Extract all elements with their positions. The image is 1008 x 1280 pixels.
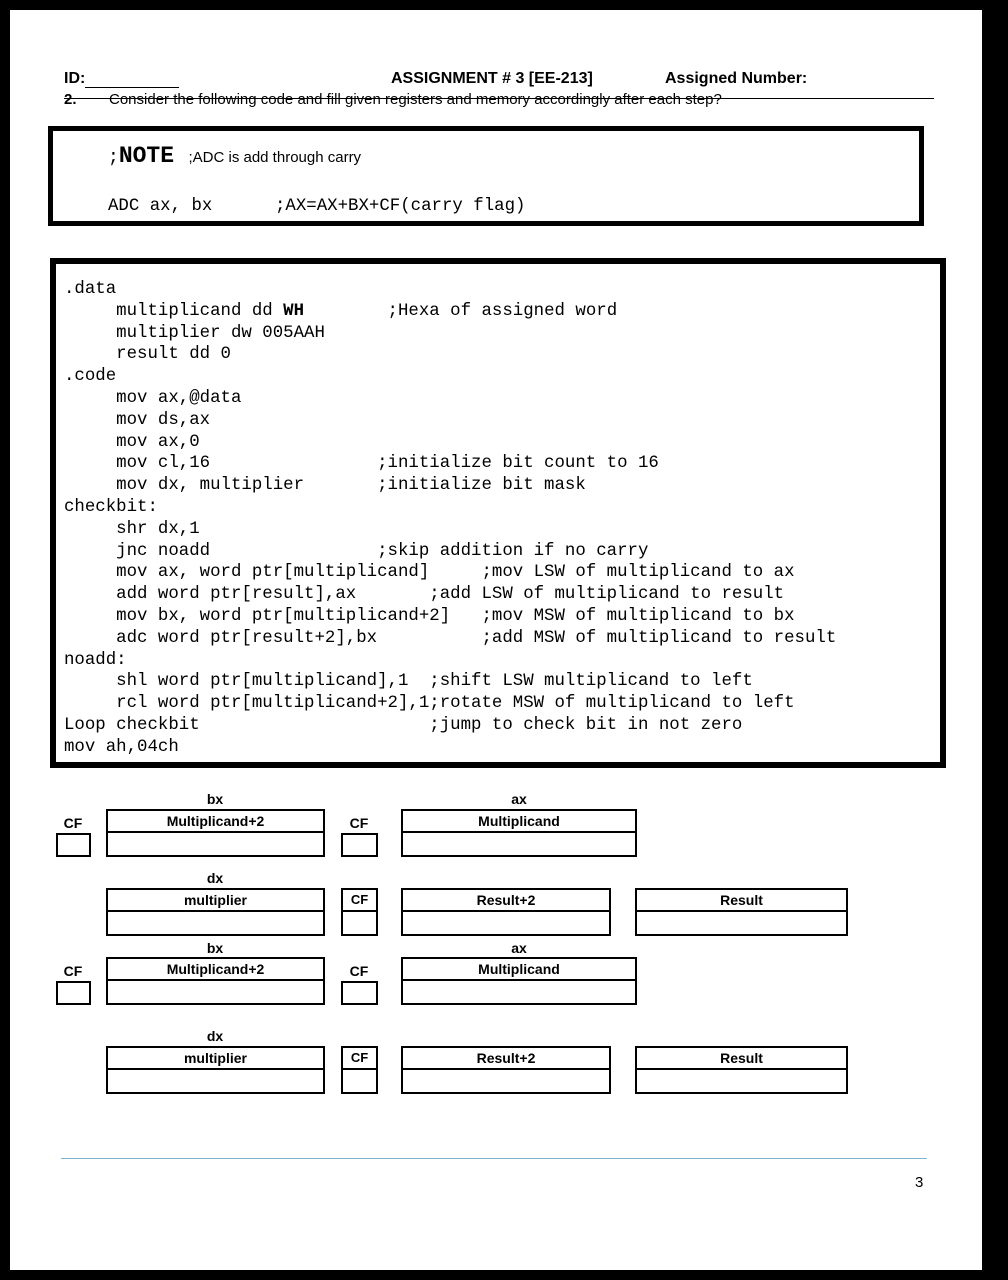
code-line: mov ah,04ch: [64, 737, 179, 757]
multiplicand-register: [401, 957, 637, 1005]
cf-input-box[interactable]: [341, 981, 378, 1005]
code-line: Loop checkbit ;jump to check bit in not zero: [64, 715, 743, 735]
assignment-title: ASSIGNMENT # 3 [EE-213]: [391, 70, 593, 87]
code-line: shl word ptr[multiplicand],1 ;shift LSW multiplicand to left: [64, 672, 753, 692]
code-line: .data: [64, 280, 117, 299]
code-line: mov dx, multiplier ;initialize bit mask: [64, 476, 586, 496]
code-line: rcl word ptr[multiplicand+2],1;rotate MSW of multiplicand to left: [64, 694, 795, 714]
code-line: jnc noadd ;skip addition if no carry: [64, 541, 649, 561]
code-line: checkbit:: [64, 497, 158, 517]
multiplicand-register: [401, 809, 637, 857]
cf-box: [341, 1046, 378, 1094]
id-label: [64, 70, 179, 88]
cf-header: CF: [343, 890, 376, 912]
cf-header: CF: [343, 1048, 376, 1070]
question-number: 2.: [64, 91, 77, 108]
code-line: shr dx,1: [64, 519, 200, 539]
dx-label: dx: [206, 870, 224, 886]
result-plus2-memory: [401, 1046, 611, 1094]
multiplicand-plus2-register: [106, 809, 325, 857]
register-header: Multiplicand: [403, 811, 635, 833]
multiplier-register: [106, 888, 325, 936]
note-comment: ;ADC is add through carry: [188, 149, 362, 166]
register-value-field[interactable]: [403, 912, 609, 934]
ax-label: ax: [511, 791, 527, 807]
ax-label: ax: [511, 940, 527, 956]
cf-box: [341, 888, 378, 936]
cf-input-box[interactable]: [56, 981, 91, 1005]
multiplier-register: [106, 1046, 325, 1094]
code-listing: [64, 279, 836, 759]
code-box: [50, 258, 946, 768]
register-value-field[interactable]: [637, 912, 846, 934]
code-wh-placeholder: WH: [283, 301, 305, 321]
result-memory: [635, 888, 848, 936]
id-blank[interactable]: [85, 72, 179, 88]
cf-value-field[interactable]: [343, 912, 376, 934]
register-value-field[interactable]: [108, 912, 323, 934]
code-line: add word ptr[result],ax ;add LSW of multiplicand to result: [64, 585, 785, 605]
note-prefix: ;: [108, 148, 119, 168]
note-code: ADC ax, bx ;AX=AX+BX+CF(carry flag): [108, 197, 526, 216]
result-memory: [635, 1046, 848, 1094]
register-header: Result+2: [403, 1048, 609, 1070]
bx-label: bx: [206, 940, 224, 956]
id-label-text: ID:: [64, 70, 86, 87]
code-line: mov ax, word ptr[multiplicand] ;mov LSW of multiplicand to ax: [64, 563, 795, 583]
register-value-field[interactable]: [403, 833, 635, 855]
cf-value-field[interactable]: [343, 1070, 376, 1092]
page-number: 3: [915, 1174, 924, 1191]
cf-input-box[interactable]: [341, 833, 378, 857]
note-box: [48, 126, 924, 226]
assigned-number-label: Assigned Number:: [665, 70, 808, 87]
footer-rule: [61, 1158, 927, 1159]
question-text: Consider the following code and fill given registers and memory accordingly after each step?: [109, 91, 722, 108]
register-header: multiplier: [108, 890, 323, 912]
code-line: mov ds,ax: [64, 410, 211, 430]
register-header: Result+2: [403, 890, 609, 912]
code-line: .code: [64, 367, 117, 387]
register-value-field[interactable]: [108, 1070, 323, 1092]
document-page: [10, 10, 982, 1270]
cf-label: CF: [63, 815, 83, 831]
register-header: multiplier: [108, 1048, 323, 1070]
code-line: multiplicand dd: [64, 301, 284, 321]
register-value-field[interactable]: [108, 981, 323, 1003]
register-value-field[interactable]: [403, 1070, 609, 1092]
register-header: Result: [637, 1048, 846, 1070]
cf-label: CF: [63, 963, 83, 979]
code-line: multiplier dw 005AAH: [64, 323, 325, 343]
result-plus2-memory: [401, 888, 611, 936]
code-line: noadd:: [64, 650, 127, 670]
register-value-field[interactable]: [108, 833, 323, 855]
cf-input-box[interactable]: [56, 833, 91, 857]
note-heading: NOTE: [118, 143, 175, 169]
code-line: adc word ptr[result+2],bx ;add MSW of multiplicand to result: [64, 628, 837, 648]
cf-label: CF: [349, 815, 369, 831]
code-line: mov cl,16 ;initialize bit count to 16: [64, 454, 659, 474]
dx-label: dx: [206, 1028, 224, 1044]
register-header: Result: [637, 890, 846, 912]
register-value-field[interactable]: [403, 981, 635, 1003]
code-comment: ;Hexa of assigned word: [304, 301, 618, 321]
code-line: result dd 0: [64, 345, 231, 365]
code-line: mov bx, word ptr[multiplicand+2] ;mov MSW of multiplicand to bx: [64, 606, 795, 626]
note-heading-line: [108, 143, 361, 169]
bx-label: bx: [206, 791, 224, 807]
code-line: mov ax,0: [64, 432, 200, 452]
multiplicand-plus2-register: [106, 957, 325, 1005]
register-header: Multiplicand+2: [108, 959, 323, 981]
code-line: mov ax,@data: [64, 388, 242, 408]
register-header: Multiplicand+2: [108, 811, 323, 833]
register-header: Multiplicand: [403, 959, 635, 981]
register-value-field[interactable]: [637, 1070, 846, 1092]
cf-label: CF: [349, 963, 369, 979]
